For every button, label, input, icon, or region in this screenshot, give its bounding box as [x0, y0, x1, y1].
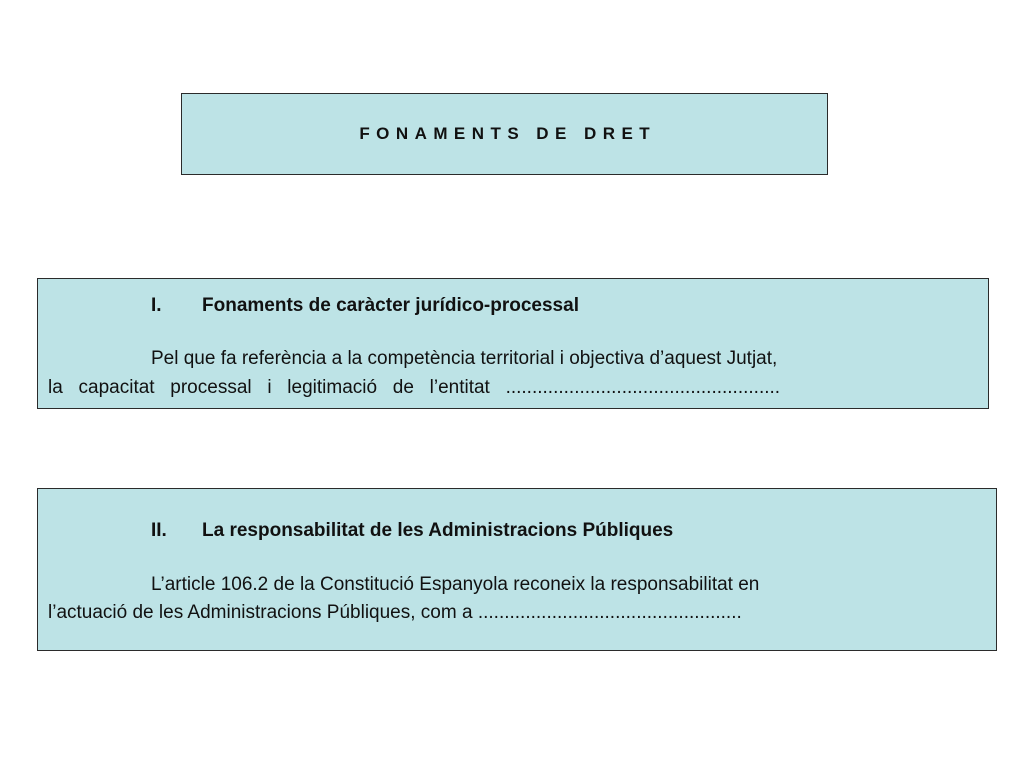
section-2-line-1: L’article 106.2 de la Constitució Espanyola reconeix la responsabilitat en [151, 574, 760, 595]
section-2-line-2: l’actuació de les Administracions Públiques, com a .................................................. [48, 602, 742, 623]
page-title: FONAMENTS DE DRET [359, 124, 657, 143]
title-box [181, 93, 828, 175]
section-heading-2 [151, 520, 673, 542]
section-1-line-1: Pel que fa referència a la competència territorial i objectiva d’aquest Jutjat, [151, 348, 778, 369]
section-box-1 [37, 278, 989, 409]
section-heading-text-2: La responsabilitat de les Administracions Públiques [202, 520, 674, 541]
section-box-2 [37, 488, 997, 651]
section-number-1: I. [151, 295, 162, 316]
section-heading-text-1: Fonaments de caràcter jurídico-processal [202, 295, 579, 316]
section-1-line-2: la capacitat processal i legitimació de l’entitat .................................................... [48, 377, 781, 398]
section-heading-1 [151, 295, 579, 317]
section-number-2: II. [151, 520, 167, 541]
